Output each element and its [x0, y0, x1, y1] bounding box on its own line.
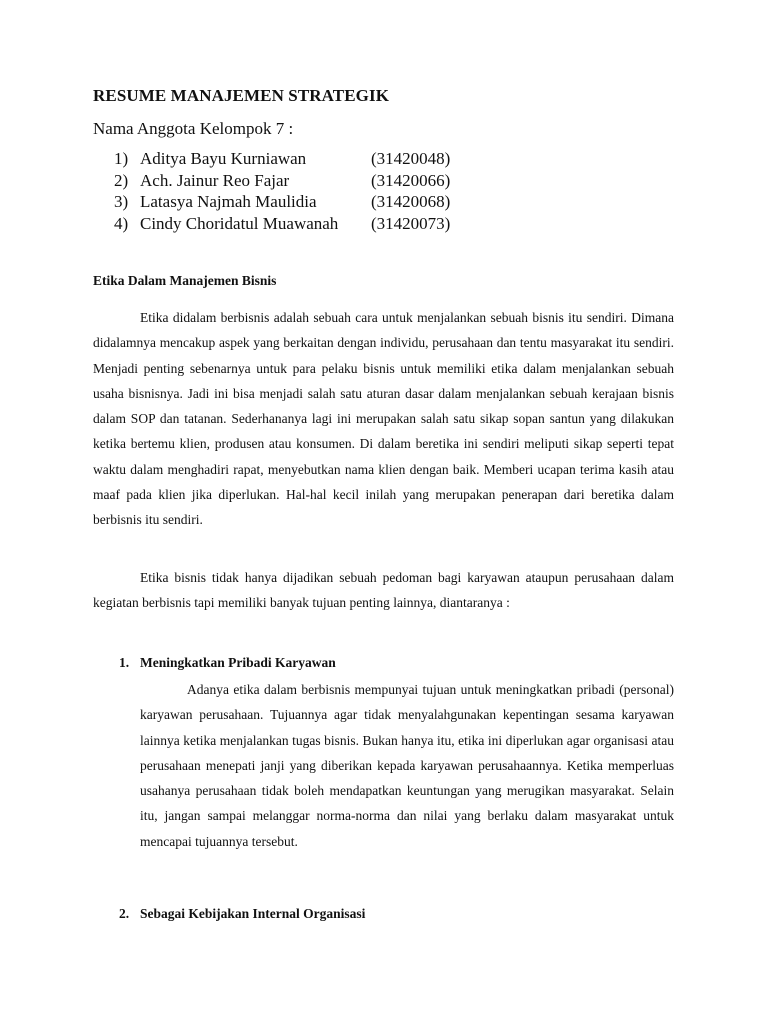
- member-item: [114, 170, 534, 192]
- body-paragraph: Etika bisnis tidak hanya dijadikan sebuah pedoman bagi karyawan ataupun perusahaan dalam kegiatan berbisnis tapi memiliki banyak tujuan penting lainnya, diantaranya :: [93, 570, 674, 611]
- members-label: Nama Anggota Kelompok 7 :: [93, 119, 294, 138]
- member-number: 3): [114, 192, 129, 211]
- member-name: Ach. Jainur Reo Fajar: [140, 170, 290, 190]
- heading-number: 2.: [119, 906, 130, 921]
- point-paragraph: Adanya etika dalam berbisnis mempunyai tujuan untuk meningkatkan pribadi (personal) karyawan perusahaan. Tujuannya agar tidak menyalahgunakan kepentingan sesama karyawan lainnya ketika menjalankan tugas bisnis. Bukan hanya itu, etika ini diperlukan agar organisasi atau perusahaan menepati janji yang diberikan kepada karyawan perusahaannya. Ketika memperluas usahanya perusahaan tidak boleh mendapatkan keuntungan yang merugikan masyarakat. Selain itu, jangan sampai melanggar norma-norma dan nilai yang berlaku dalam masyarakat untuk mencapai tujuannya tersebut.: [140, 682, 674, 849]
- numbered-heading: [119, 655, 336, 671]
- member-item: [114, 148, 534, 170]
- member-id: (31420048): [371, 149, 451, 168]
- heading-text: Sebagai Kebijakan Internal Organisasi: [140, 906, 366, 921]
- member-item: [114, 191, 534, 213]
- member-name: Cindy Choridatul Muawanah: [140, 213, 339, 233]
- member-name: Latasya Najmah Maulidia: [140, 192, 317, 211]
- numbered-heading: [119, 906, 365, 922]
- member-number: 1): [114, 149, 129, 168]
- member-name: Aditya Bayu Kurniawan: [140, 149, 307, 168]
- heading-number: 1.: [119, 655, 130, 670]
- member-number: 4): [114, 213, 129, 233]
- members-list: [114, 148, 534, 234]
- body-paragraph: Etika didalam berbisnis adalah sebuah cara untuk menjalankan sebuah bisnis itu sendiri. Dimana didalamnya mencakup aspek yang berkaitan dengan individu, perusahaan dan tentu masyarakat itu sendiri. Menjadi penting sebenarnya untuk para pelaku bisnis untuk memiliki etika dalam menjalankan sebuah usaha bisnisnya. Jadi ini bisa menjadi salah satu aturan dasar dalam menjalankan sebuah kerajaan bisnis dalam SOP dan tatanan. Sederhananya lagi ini merupakan salah satu sikap sopan santun yang dilakukan ketika bertemu klien, produsen atau konsumen. Di dalam beretika ini sendiri meliputi sikap seperti tepat waktu dalam menghadiri rapat, menyebutkan nama klien dengan baik. Memberi ucapan terima kasih atau maaf pada klien jika diperlukan. Hal-hal kecil inilah yang merupakan penerapan dari beretika dalam berbisnis itu sendiri.: [93, 310, 674, 528]
- member-id: (31420068): [371, 192, 451, 211]
- member-number: 2): [114, 170, 129, 190]
- member-id: (31420073): [371, 213, 451, 233]
- section-heading: Etika Dalam Manajemen Bisnis: [93, 273, 277, 288]
- member-id: (31420066): [371, 170, 451, 190]
- heading-text: Meningkatkan Pribadi Karyawan: [140, 655, 336, 670]
- document-title: RESUME MANAJEMEN STRATEGIK: [93, 86, 390, 105]
- member-item: [114, 213, 534, 235]
